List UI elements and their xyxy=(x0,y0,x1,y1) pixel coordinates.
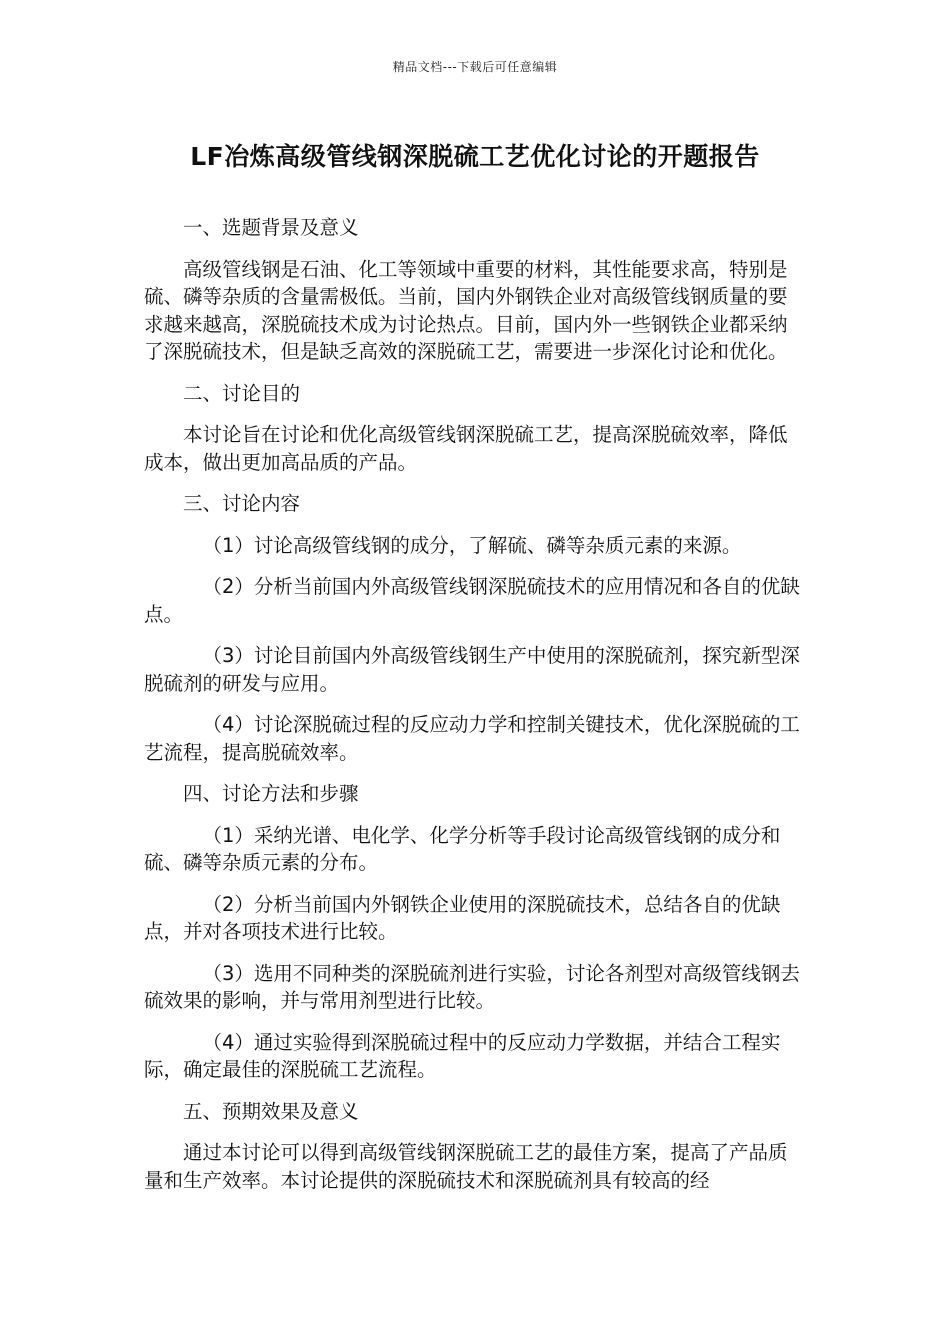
method-item-1: （1）采纳光谱、电化学、化学分析等手段讨论高级管线钢的成分和硫、磷等杂质元素的分布。 xyxy=(144,823,781,874)
content-item-3: （3）讨论目前国内外高级管线钢生产中使用的深脱硫剂，探究新型深脱硫剂的研发与应用。 xyxy=(144,644,800,695)
section-heading-methods: 四、讨论方法和步骤 xyxy=(183,782,359,805)
section-heading-content: 三、讨论内容 xyxy=(183,492,301,515)
method-item-4: （4）通过实验得到深脱硫过程中的反应动力学数据，并结合工程实际，确定最佳的深脱硫工艺流程。 xyxy=(144,1030,781,1081)
section-heading-background: 一、选题背景及意义 xyxy=(183,216,359,239)
section-text-expected: 通过本讨论可以得到高级管线钢深脱硫工艺的最佳方案，提高了产品质量和生产效率。本讨论提供的深脱硫技术和深脱硫剂具有较高的经 xyxy=(144,1141,788,1192)
method-item-2: （2）分析当前国内外钢铁企业使用的深脱硫技术，总结各自的优缺点，并对各项技术进行比较。 xyxy=(144,892,781,943)
section-text-background: 高级管线钢是石油、化工等领域中重要的材料，其性能要求高，特别是硫、磷等杂质的含量需极低。当前，国内外钢铁企业对高级管线钢质量的要求越来越高，深脱硫技术成为讨论热点。目前，国内外一些钢铁企业都采纳了深脱硫技术，但是缺乏高效的深脱硫工艺，需要进一步深化讨论和优化。 xyxy=(144,257,788,363)
content-item-4: （4）讨论深脱硫过程的反应动力学和控制关键技术，优化深脱硫的工艺流程，提高脱硫效率。 xyxy=(144,713,800,764)
document-title: LF冶炼高级管线钢深脱硫工艺优化讨论的开题报告 xyxy=(190,142,760,171)
document-body xyxy=(144,214,806,1208)
method-item-3: （3）选用不同种类的深脱硫剂进行实验，讨论各剂型对高级管线钢去硫效果的影响，并与常用剂型进行比较。 xyxy=(144,961,800,1012)
content-item-1: （1）讨论高级管线钢的成分，了解硫、磷等杂质元素的来源。 xyxy=(202,533,742,557)
page-header: 精品文档---下载后可任意编辑 xyxy=(392,60,558,74)
section-heading-expected: 五、预期效果及意义 xyxy=(183,1099,359,1123)
section-heading-purpose: 二、讨论目的 xyxy=(183,381,301,405)
section-text-purpose: 本讨论旨在讨论和优化高级管线钢深脱硫工艺，提高深脱硫效率，降低成本，做出更加高品质的产品。 xyxy=(144,423,788,474)
content-item-2: （2）分析当前国内外高级管线钢深脱硫技术的应用情况和各自的优缺点。 xyxy=(144,575,800,626)
